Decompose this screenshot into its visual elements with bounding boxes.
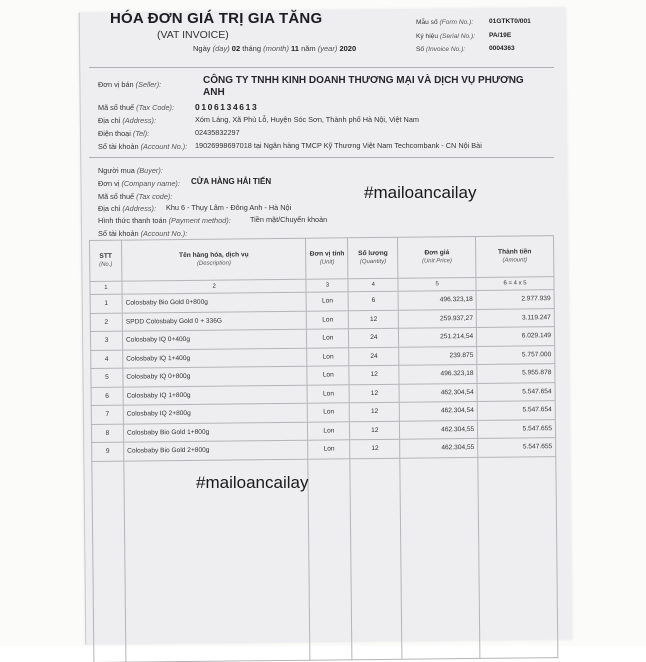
row-amount: 5.757.000 [477,345,555,364]
row-unit-price: 496.323,18 [399,364,477,383]
invoice-title: HÓA ĐƠN GIÁ TRỊ GIA TĂNG [110,10,323,27]
row-no: 3 [90,331,122,350]
col-header-quantity: Số lượng (Quantity) [348,237,398,279]
row-unit-price: 239.875 [399,346,477,365]
divider [89,67,554,68]
row-unit-price: 462.304,54 [399,383,477,402]
row-quantity: 12 [349,365,399,384]
row-unit: Lon [307,310,349,329]
row-amount: 5.547.654 [477,401,555,420]
row-unit: Lon [306,292,348,311]
row-unit-price: 462.304,55 [400,420,478,439]
buyer-address-label: Địa chỉ (Address): [98,204,156,213]
form-no-value: 01GTKT0/001 [489,18,531,25]
invoice-no-label: Số (Invoice No.): [416,46,466,53]
buyer-company-name: CỬA HÀNG HẢI TIẾN [191,177,272,186]
row-description: SPDD Colosbaby Gold 0 + 336G [122,311,307,331]
row-amount: 5.955.878 [477,364,555,383]
row-quantity: 12 [350,402,400,421]
row-no: 6 [91,387,123,406]
row-description: Colosbaby Bio Gold 1+800g [123,422,308,442]
seller-address: Xóm Láng, Xã Phù Lỗ, Huyện Sóc Sơn, Thành phố Hà Nội, Việt Nam [195,115,419,124]
row-description: Colosbaby IQ 1+800g [123,385,308,405]
buyer-payment-method: Tiền mặt/Chuyển khoản [250,215,328,224]
row-unit: Lon [307,384,349,403]
row-unit: Lon [308,403,350,422]
row-quantity: 12 [349,310,399,329]
row-no: 1 [90,294,122,313]
form-no-label: Mẫu số (Form No.): [416,19,474,26]
row-amount: 5.547.655 [478,438,556,457]
row-unit: Lon [307,329,349,348]
row-no: 5 [91,368,123,387]
index-cell: 5 [398,277,476,291]
watermark-text: #mailoancailay [196,473,309,492]
col-header-amount: Thành tiền (Amount) [476,236,554,278]
row-no: 8 [91,424,123,443]
row-quantity: 24 [349,347,399,366]
buyer-tax-label: Mã số thuế (Tax code): [98,192,173,201]
row-unit-price: 462.304,54 [399,401,477,420]
row-unit-price: 259.937,27 [399,309,477,328]
row-description: Colosbaby IQ 2+800g [123,403,308,423]
row-amount: 2.977.939 [476,290,554,309]
seller-phone: 02435832297 [195,128,240,137]
buyer-unit-label: Đơn vị (Company name): [98,179,180,188]
index-cell: 3 [306,279,348,292]
serial-no-label: Ký hiệu (Serial No.): [416,33,476,40]
items-table [89,235,558,662]
row-description: Colosbaby IQ 0+400g [122,329,307,349]
buyer-label: Người mua (Buyer): [98,166,163,175]
watermark-text: #mailoancailay [364,183,477,202]
row-no: 4 [91,350,123,369]
serial-no-value: PA/19E [489,32,512,39]
divider [89,157,554,158]
seller-name: CÔNG TY TNHH KINH DOANH THƯƠNG MẠI VÀ DỊCH VỤ PHƯƠNG ANH [203,75,524,98]
invoice-subtitle: (VAT INVOICE) [157,29,229,41]
row-no: 7 [91,405,123,424]
row-unit: Lon [308,440,350,459]
row-quantity: 12 [350,421,400,440]
row-description: Colosbaby IQ 1+400g [123,348,308,368]
row-no: 2 [90,313,122,332]
invoice-no-value: 0004363 [489,45,515,52]
row-amount: 3.119.247 [476,308,554,327]
table-row-empty [92,456,558,662]
row-unit: Lon [307,347,349,366]
col-header-unit-price: Đơn giá (Unit Price) [398,236,476,278]
col-header-no: STT (No.) [90,240,122,281]
index-cell: 2 [122,279,307,294]
table-header-row [90,236,554,282]
seller-tax-code: 0106134613 [195,102,259,112]
invoice-date: Ngày (day) 02 tháng (month) 11 năm (year) 2020 [193,44,357,53]
buyer-address: Khu 6 - Thụy Lâm - Đông Anh - Hà Nội [166,203,292,212]
row-quantity: 24 [349,328,399,347]
col-header-description: Tên hàng hóa, dịch vụ (Description) [121,238,306,281]
buyer-payment-label: Hình thức thanh toán (Payment method): [98,216,231,225]
seller-address-label: Địa chỉ (Address): [98,116,156,125]
row-amount: 6.029.149 [477,327,555,346]
row-quantity: 6 [348,291,398,310]
row-description: Colosbaby Bio Gold 2+800g [124,440,309,460]
row-no: 9 [92,442,124,461]
row-unit-price: 251.214,54 [399,327,477,346]
row-unit-price: 496.323,18 [398,290,476,309]
seller-account: 19026998697018 tại Ngân hàng TMCP Kỹ Thương Việt Nam Techcombank - CN Nội Bài [195,141,482,150]
row-unit: Lon [307,366,349,385]
row-quantity: 12 [349,384,399,403]
seller-account-label: Số tài khoản (Account No.): [98,142,188,151]
row-amount: 5.547.654 [477,382,555,401]
row-amount: 5.547.655 [478,419,556,438]
row-unit-price: 462.304,55 [400,438,478,457]
row-description: Colosbaby Bio Gold 0+800g [122,292,307,312]
row-unit: Lon [308,421,350,440]
seller-phone-label: Điện thoại (Tel): [98,129,150,138]
index-cell: 6 = 4 x 5 [476,277,554,291]
index-cell: 4 [348,278,398,292]
col-header-unit: Đơn vị tính (Unit) [306,238,348,279]
buyer-account-label: Số tài khoản (Account No.): [98,229,188,238]
row-quantity: 12 [350,439,400,458]
seller-tax-label: Mã số thuế (Tax Code): [98,103,174,112]
index-cell: 1 [90,281,122,294]
row-description: Colosbaby IQ 0+800g [123,366,308,386]
seller-label: Đơn vị bán (Seller): [98,80,162,89]
